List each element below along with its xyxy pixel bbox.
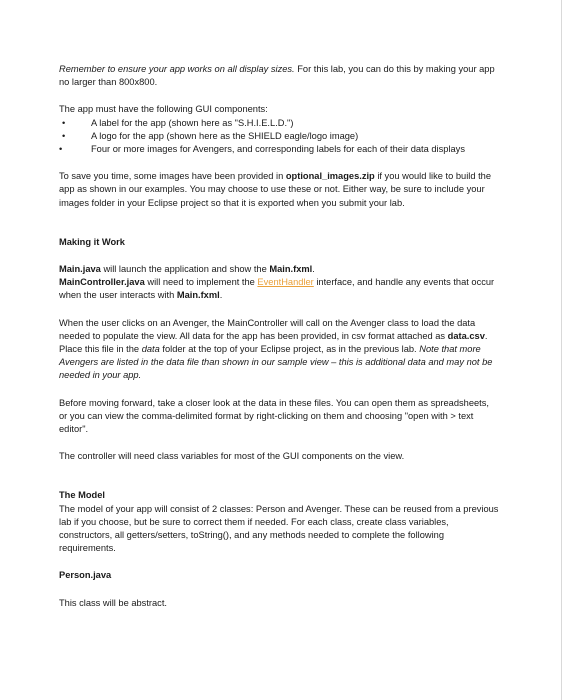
list-item-text: Four or more images for Avengers, and corresponding labels for each of their data displays — [91, 144, 465, 155]
main-controller-filename: MainController.java — [59, 277, 145, 288]
bullet-icon: • — [62, 130, 66, 141]
main-fxml-filename-2: Main.fxml — [176, 290, 220, 301]
making-it-work-heading: Making it Work — [59, 236, 125, 247]
list-item — [59, 130, 499, 143]
avenger-click-text-1: When the user clicks on an Avenger, the MainController will call on the Avenger class to load the data needed to populate the view. All data for the app has been provided, in csv format attached as — [59, 317, 476, 341]
controller-vars-paragraph: The controller will need class variables for most of the GUI components on the view. — [59, 451, 405, 462]
avenger-note: Note that more Avengers are listed in the data file than shown in our sample view – this is additional data and may not be needed in your app. — [59, 344, 493, 381]
eventhandler-link[interactable]: EventHandler — [257, 277, 314, 288]
model-heading: The Model — [59, 490, 105, 501]
controller-text-1: will need to implement the — [144, 277, 258, 288]
avenger-click-text-2: . Place this file in the — [59, 330, 488, 355]
list-item — [59, 143, 499, 156]
model-paragraph: The model of your app will consist of 2 classes: Person and Avenger. These can be reused from a previous lab if you choose, but be sure to correct them if needed. For each class, create class variables, constructors, all getters/setters, toString(), and any methods needed to complete the following requirements. — [59, 503, 499, 554]
images-note-paragraph — [59, 170, 499, 210]
data-csv-filename: data.csv — [447, 330, 485, 341]
main-java-filename: Main.java — [59, 264, 101, 275]
person-heading: Person.java — [59, 570, 112, 581]
main-controller-paragraph — [59, 276, 499, 302]
list-item-text: A label for the app (shown here as "S.H.I.E.L.D.") — [91, 117, 294, 128]
controller-text-3: . — [219, 290, 223, 301]
images-note-text-1: To save you time, some images have been provided in — [59, 171, 286, 182]
bullet-icon: • — [59, 144, 63, 155]
avenger-click-text-3: folder at the top of your Eclipse project, as in the previous lab. — [159, 344, 420, 355]
intro-paragraph — [59, 63, 499, 89]
main-fxml-filename: Main.fxml — [269, 264, 313, 275]
controller-text-2: interface, and handle any events that occur when the user interacts with — [59, 277, 495, 301]
document-body — [59, 63, 499, 610]
main-java-end: . — [312, 264, 315, 275]
list-item-text: A logo for the app (shown here as the SHIELD eagle/logo image) — [91, 130, 359, 141]
main-java-line — [59, 263, 499, 276]
components-list — [59, 117, 499, 157]
intro-rest-text: For this lab, you can do this by making your app no larger than 800x800. — [59, 64, 495, 88]
images-note-text-2: if you would like to build the app as shown in our examples. You may choose to use these or not. Either way, be sure to include your images folder in your Eclipse project so that it is exported when you submit your lab. — [59, 171, 492, 208]
main-java-text: will launch the application and show the — [100, 264, 270, 275]
data-folder-name: data — [141, 344, 160, 355]
components-intro: The app must have the following GUI components: — [59, 104, 268, 115]
zip-filename: optional_images.zip — [285, 171, 375, 182]
person-paragraph: This class will be abstract. — [59, 597, 167, 608]
look-closer-paragraph: Before moving forward, take a closer look at the data in these files. You can open them as spreadsheets, or you can view the comma-delimited format by right-clicking on them and choosing "open with > text editor". — [59, 397, 489, 435]
avenger-click-paragraph — [59, 317, 499, 383]
list-item — [59, 117, 499, 130]
intro-italic-text: Remember to ensure your app works on all display sizes. — [59, 64, 295, 74]
bullet-icon: • — [62, 117, 66, 128]
